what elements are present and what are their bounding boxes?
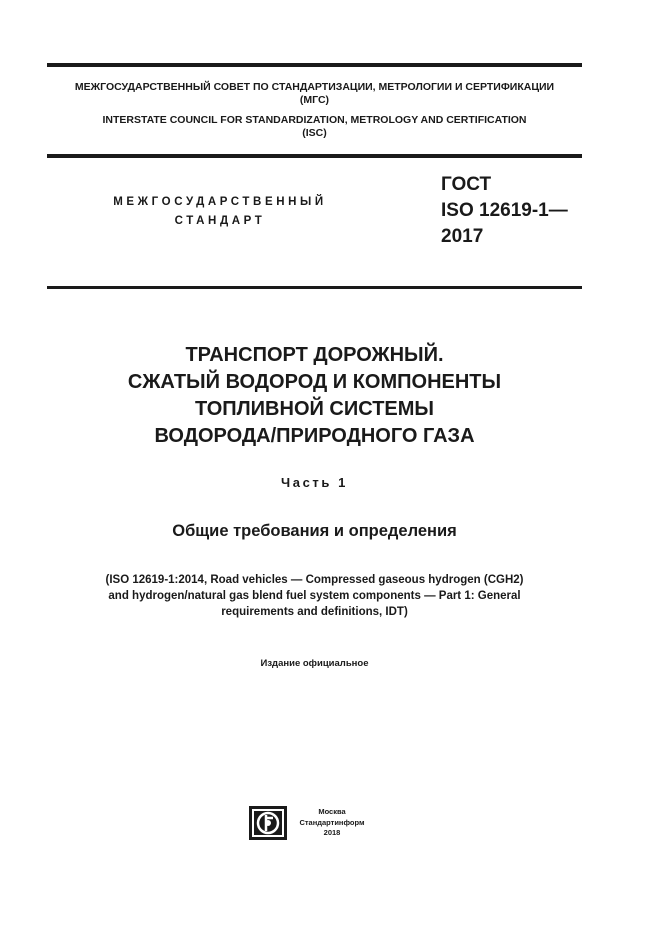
title-line2: СЖАТЫЙ ВОДОРОД И КОМПОНЕНТЫ [127,371,502,393]
standard-designation [441,172,568,250]
publisher-city: Москва [318,807,346,816]
standard-kind-line1: МЕЖГОСУДАРСТВЕННЫЙ [113,196,327,208]
council-ru-abbr: (МГС) [299,94,330,106]
publisher-name: Стандартинформ [299,817,365,827]
document-title [47,342,582,450]
standard-kind-line2: СТАНДАРТ [174,215,266,227]
council-en-line1: INTERSTATE COUNCIL FOR STANDARDIZATION, METROLOGY AND CERTIFICATION [102,114,527,126]
iso-reference-line1: (ISO 12619-1:2014, Road vehicles — Compressed gaseous hydrogen (CGH2) [105,574,524,586]
publisher-info [292,807,372,839]
council-name-en [47,114,582,140]
standard-kind [70,193,370,231]
title-line3: ТОПЛИВНОЙ СИСТЕМЫ [195,398,434,420]
designation-line2: ISO 12619-1— [441,200,568,221]
title-line4: ВОДОРОДА/ПРИРОДНОГО ГАЗА [154,425,475,447]
designation-line1: ГОСТ [441,174,492,195]
edition-label: Издание официальное [260,658,369,669]
standartinform-logo-icon [249,806,287,840]
iso-reference-line3: requirements and definitions, IDT) [221,606,408,618]
top-rule [47,63,582,67]
designation-line3: 2017 [441,226,484,247]
publisher-year: 2018 [323,828,341,837]
designation-rule [47,286,582,289]
council-en-abbr: (ISC) [302,127,327,139]
council-name-ru [47,81,582,107]
document-subtitle: Общие требования и определения [172,522,457,540]
header-rule [47,154,582,158]
title-line1: ТРАНСПОРТ ДОРОЖНЫЙ. [185,344,444,366]
iso-reference [47,572,582,620]
iso-reference-line2: and hydrogen/natural gas blend fuel system components — Part 1: General [108,590,521,602]
council-ru-line1: МЕЖГОСУДАРСТВЕННЫЙ СОВЕТ ПО СТАНДАРТИЗАЦИИ, МЕТРОЛОГИИ И СЕРТИФИКАЦИИ [74,81,555,93]
part-label: Часть 1 [281,475,348,490]
